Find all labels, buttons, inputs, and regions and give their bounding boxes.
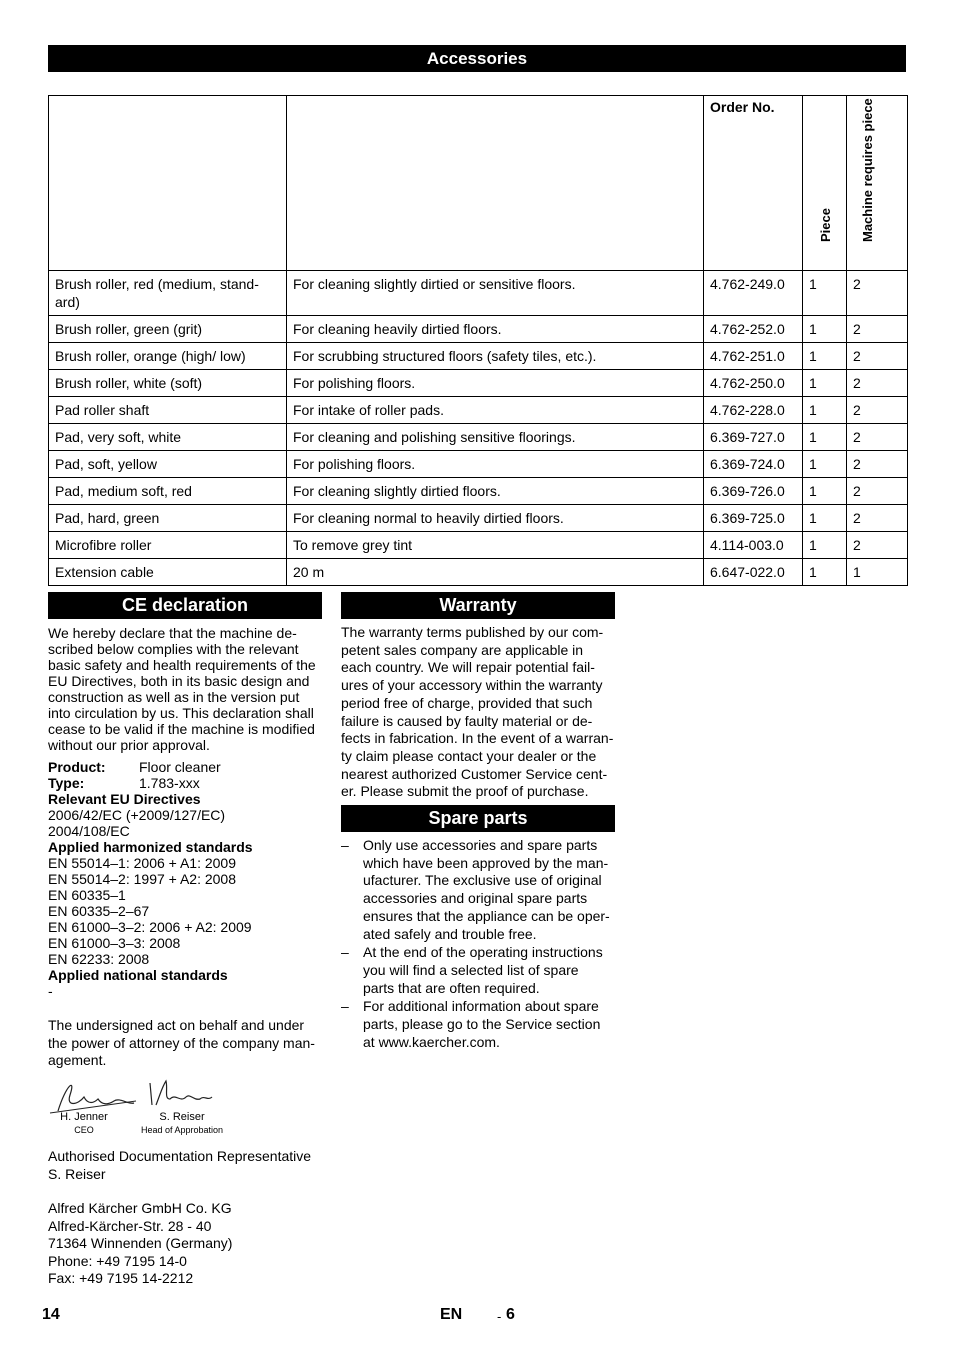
standard-item: EN 62233: 2008 — [48, 951, 150, 967]
footer-separator: - — [497, 1309, 502, 1324]
signer-role: Head of Approbation — [140, 1125, 224, 1135]
cell-description: For cleaning heavily dirtied floors. — [287, 316, 704, 343]
warranty-line: fects in fabrication. In the event of a warran- — [341, 730, 614, 747]
signer-name: H. Jenner — [60, 1111, 108, 1123]
standard-item: EN 55014–2: 1997 + A2: 2008 — [48, 871, 236, 887]
cell-piece: 1 — [803, 316, 847, 343]
cell-description: For cleaning slightly dirtied or sensitive floors. — [287, 271, 704, 316]
list-item-line: ensures that the appliance can be oper- — [363, 907, 610, 924]
cell-machine-requires: 2 — [847, 478, 908, 505]
cell-piece: 1 — [803, 559, 847, 586]
ce-declaration-section — [48, 592, 322, 1070]
list-item-line: parts, please go to the Service section — [363, 1016, 601, 1033]
cell-name: Brush roller, green (grit) — [49, 316, 287, 343]
warranty-line: each country. We will repair potential fail- — [341, 659, 595, 676]
table-row — [49, 478, 908, 505]
cell-machine-requires: 2 — [847, 370, 908, 397]
standard-item: EN 55014–1: 2006 + A1: 2009 — [48, 855, 236, 871]
list-item-line: ufacturer. The exclusive use of original — [363, 872, 602, 889]
warranty-section — [341, 592, 615, 801]
type-row — [48, 775, 322, 791]
ce-declaration-title: CE declaration — [48, 592, 322, 619]
intro-line: into circulation by us. This declaration shall — [48, 705, 314, 721]
intro-line: cease to be valid if the machine is modified — [48, 721, 315, 737]
intro-line: without our prior approval. — [48, 737, 210, 753]
cell-piece: 1 — [803, 532, 847, 559]
cell-name: Extension cable — [49, 559, 287, 586]
list-item-line: you will find a selected list of spare — [363, 961, 579, 978]
cell-machine-requires: 2 — [847, 397, 908, 424]
cell-order-no: 6.369-726.0 — [704, 478, 803, 505]
intro-line: EU Directives, both in its basic design and — [48, 673, 310, 689]
standard-item: EN 61000–3–2: 2006 + A2: 2009 — [48, 919, 252, 935]
representative-line: Authorised Documentation Representative — [48, 1148, 312, 1164]
cell-piece: 1 — [803, 271, 847, 316]
list-item-line: ated safely and trouble free. — [363, 925, 537, 942]
intro-line: We hereby declare that the machine de- — [48, 625, 297, 641]
cell-description: For intake of roller pads. — [287, 397, 704, 424]
table-row — [49, 424, 908, 451]
directive-item: 2006/42/EC (+2009/127/EC) — [48, 807, 226, 823]
spare-parts-list — [341, 837, 615, 1051]
header-piece-label: Piece — [817, 208, 833, 242]
cell-order-no: 4.762-252.0 — [704, 316, 803, 343]
standard-item: EN 60335–1 — [48, 887, 126, 903]
type-value: 1.783-xxx — [139, 775, 200, 791]
header-machine-requires-label: Machine requires piece — [860, 98, 875, 242]
table-row — [49, 559, 908, 586]
cell-machine-requires: 2 — [847, 343, 908, 370]
address-line: Alfred-Kärcher-Str. 28 - 40 — [48, 1217, 212, 1234]
national-value: - — [48, 983, 53, 999]
table-row — [49, 451, 908, 478]
list-item-line: For additional information about spare — [363, 998, 599, 1015]
signer-name: S. Reiser — [159, 1111, 205, 1123]
directives-list — [48, 807, 322, 839]
list-item-line: at www.kaercher.com. — [363, 1033, 500, 1050]
cell-description: For scrubbing structured floors (safety tiles, etc.). — [287, 343, 704, 370]
list-item-line: accessories and original spare parts — [363, 890, 588, 907]
product-label: Product: — [48, 759, 106, 775]
warranty-text — [341, 624, 615, 801]
address-line: Alfred Kärcher GmbH Co. KG — [48, 1200, 232, 1216]
table-row — [49, 316, 908, 343]
warranty-line: failure is caused by faulty material or de- — [341, 712, 593, 729]
cell-description: For cleaning normal to heavily dirtied floors. — [287, 505, 704, 532]
signer-role: CEO — [74, 1125, 94, 1135]
cell-machine-requires: 2 — [847, 424, 908, 451]
table-row — [49, 370, 908, 397]
cell-name: Brush roller, white (soft) — [49, 370, 287, 397]
warranty-line: ures of your accessory within the warranty — [341, 677, 603, 694]
cell-order-no: 6.647-022.0 — [704, 559, 803, 586]
cell-name: Microfibre roller — [49, 532, 287, 559]
cell-order-no: 6.369-725.0 — [704, 505, 803, 532]
undersigned-line: the power of attorney of the company man- — [48, 1034, 315, 1051]
table-row — [49, 397, 908, 424]
warranty-line: ty claim please contact your dealer or the — [341, 747, 597, 764]
language-code: EN — [440, 1306, 463, 1323]
warranty-line: nearest authorized Customer Service cent- — [341, 765, 608, 782]
page-number: 14 — [42, 1306, 60, 1323]
intro-line: scribed below complies with the relevant — [48, 641, 299, 657]
list-item-line: which have been approved by the man- — [363, 854, 609, 871]
cell-machine-requires: 2 — [847, 532, 908, 559]
company-address — [48, 1200, 338, 1288]
cell-description: For cleaning slightly dirtied floors. — [287, 478, 704, 505]
cell-name: Pad, soft, yellow — [49, 451, 287, 478]
harmonized-list — [48, 855, 322, 967]
list-item-line: parts that are often required. — [363, 979, 540, 996]
cell-order-no: 4.762-251.0 — [704, 343, 803, 370]
cell-piece: 1 — [803, 397, 847, 424]
cell-machine-requires: 2 — [847, 451, 908, 478]
sub-page-number: 6 — [506, 1306, 515, 1323]
table-header-row — [49, 96, 908, 271]
accessories-title: Accessories — [48, 45, 906, 72]
intro-line: basic safety and health requirements of the — [48, 657, 316, 673]
list-item-line: At the end of the operating instructions — [363, 944, 603, 961]
type-label: Type: — [48, 775, 85, 791]
table-row — [49, 271, 908, 316]
address-line: 71364 Winnenden (Germany) — [48, 1235, 233, 1251]
warranty-title: Warranty — [341, 592, 615, 619]
cell-description: For cleaning and polishing sensitive floorings. — [287, 424, 704, 451]
dash-bullet: – — [341, 837, 349, 853]
header-piece — [803, 96, 847, 271]
cell-order-no: 4.762-249.0 — [704, 271, 803, 316]
cell-machine-requires: 1 — [847, 559, 908, 586]
table-row — [49, 343, 908, 370]
warranty-line: The warranty terms published by our com- — [341, 624, 604, 640]
cell-order-no: 4.762-228.0 — [704, 397, 803, 424]
cell-piece: 1 — [803, 370, 847, 397]
cell-machine-requires: 2 — [847, 271, 908, 316]
spare-parts-section — [341, 805, 615, 1052]
address-line: Phone: +49 7195 14-0 — [48, 1252, 187, 1269]
cell-description: For polishing floors. — [287, 451, 704, 478]
list-item-line: Only use accessories and spare parts — [363, 837, 598, 853]
cell-name: Pad roller shaft — [49, 397, 287, 424]
warranty-line: er. Please submit the proof of purchase. — [341, 783, 589, 800]
cell-piece: 1 — [803, 478, 847, 505]
national-label: Applied national standards — [48, 967, 228, 983]
directive-item: 2004/108/EC — [48, 823, 130, 839]
undersigned-text — [48, 1017, 322, 1070]
cell-description: For polishing floors. — [287, 370, 704, 397]
product-value: Floor cleaner — [139, 759, 221, 775]
directives-label: Relevant EU Directives — [48, 791, 201, 807]
product-row — [48, 759, 322, 775]
cell-name: Brush roller, red (medium, stand-ard) — [49, 271, 287, 316]
intro-line: construction as well as in the version put — [48, 689, 300, 705]
table-row — [49, 532, 908, 559]
header-description — [287, 96, 704, 271]
accessories-table — [48, 95, 908, 586]
header-order-no: Order No. — [704, 96, 803, 271]
signature-jenner — [48, 1111, 120, 1136]
cell-name: Pad, very soft, white — [49, 424, 287, 451]
cell-machine-requires: 2 — [847, 316, 908, 343]
cell-order-no: 4.762-250.0 — [704, 370, 803, 397]
header-name — [49, 96, 287, 271]
list-item — [341, 998, 615, 1051]
cell-description: To remove grey tint — [287, 532, 704, 559]
representative — [48, 1148, 338, 1288]
cell-piece: 1 — [803, 343, 847, 370]
representative-line: S. Reiser — [48, 1165, 106, 1182]
undersigned-line: The undersigned act on behalf and under — [48, 1017, 305, 1033]
list-item — [341, 944, 615, 997]
dash-bullet: – — [341, 944, 349, 961]
cell-machine-requires: 2 — [847, 505, 908, 532]
table-row — [49, 505, 908, 532]
warranty-line: period free of charge, provided that such — [341, 694, 593, 711]
ce-intro — [48, 625, 322, 753]
spare-parts-title: Spare parts — [341, 805, 615, 832]
cell-order-no: 4.114-003.0 — [704, 532, 803, 559]
cell-piece: 1 — [803, 451, 847, 478]
address-line: Fax: +49 7195 14-2212 — [48, 1270, 194, 1286]
header-machine-requires — [847, 96, 908, 271]
harmonized-label: Applied harmonized standards — [48, 839, 253, 855]
cell-piece: 1 — [803, 424, 847, 451]
list-item — [341, 837, 615, 943]
standard-item: EN 60335–2–67 — [48, 903, 150, 919]
cell-order-no: 6.369-727.0 — [704, 424, 803, 451]
cell-description: 20 m — [287, 559, 704, 586]
cell-name: Pad, medium soft, red — [49, 478, 287, 505]
dash-bullet: – — [341, 998, 349, 1015]
cell-name: Brush roller, orange (high/ low) — [49, 343, 287, 370]
warranty-line: petent sales company are applicable in — [341, 641, 584, 658]
signature-reiser — [134, 1111, 230, 1136]
undersigned-line: agement. — [48, 1052, 107, 1068]
standard-item: EN 61000–3–3: 2008 — [48, 935, 181, 951]
cell-piece: 1 — [803, 505, 847, 532]
signatures — [48, 1075, 248, 1137]
cell-name: Pad, hard, green — [49, 505, 287, 532]
cell-order-no: 6.369-724.0 — [704, 451, 803, 478]
